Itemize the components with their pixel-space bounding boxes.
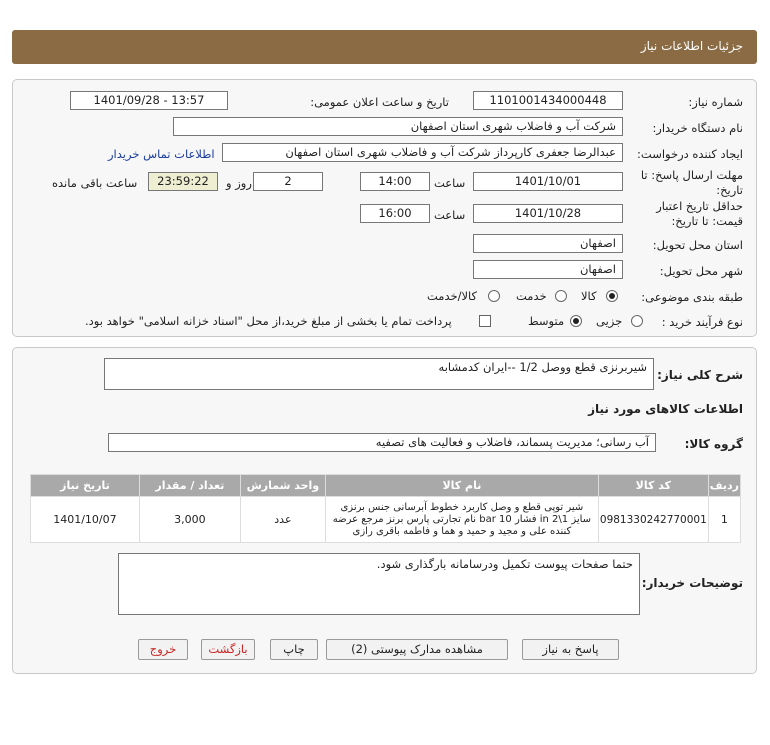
cell-unit: عدد <box>240 497 325 543</box>
process-option-minor: جزیی <box>596 314 623 328</box>
treasury-payment-checkbox[interactable] <box>479 315 491 327</box>
col-date: تاریخ نیاز <box>31 475 140 497</box>
col-unit: واحد شمارش <box>240 475 325 497</box>
table-row <box>31 497 741 543</box>
exit-button[interactable]: خروج <box>138 639 188 660</box>
deadline-time-label: ساعت <box>434 176 466 190</box>
back-button[interactable]: بازگشت <box>201 639 255 660</box>
deadline-date-field: 1401/10/01 <box>473 172 623 191</box>
process-option-medium: متوسط <box>528 314 565 328</box>
category-option-goods-service: کالا/خدمت <box>427 289 478 303</box>
category-radio-goods-service[interactable] <box>488 290 500 302</box>
category-radio-service[interactable] <box>555 290 567 302</box>
process-radio-medium[interactable] <box>570 315 582 327</box>
validity-time-label: ساعت <box>434 208 466 222</box>
city-label: شهر محل تحویل: <box>659 264 743 278</box>
city-field: اصفهان <box>473 260 623 279</box>
process-radio-minor[interactable] <box>631 315 643 327</box>
remaining-label: ساعت باقی مانده <box>52 176 138 190</box>
cell-qty: 3,000 <box>139 497 240 543</box>
page-header <box>12 30 757 64</box>
buyer-org-label: نام دستگاه خریدار: <box>652 121 743 135</box>
treasury-payment-note: پرداخت تمام یا بخشی از مبلغ خرید،از محل "اسناد خزانه اسلامی" خواهد بود. <box>85 314 452 328</box>
col-row: ردیف <box>708 475 740 497</box>
category-label: طبقه بندی موضوعی: <box>641 290 743 304</box>
remaining-time-field: 23:59:22 <box>148 172 218 191</box>
buyer-notes-field: حتما صفحات پیوست تکمیل ودرسامانه بارگذاری شود. <box>118 553 640 615</box>
col-qty: تعداد / مقدار <box>139 475 240 497</box>
announce-label: تاریخ و ساعت اعلان عمومی: <box>310 95 449 109</box>
province-field: اصفهان <box>473 234 623 253</box>
cell-row: 1 <box>708 497 740 543</box>
announce-field: 1401/09/28 - 13:57 <box>70 91 228 110</box>
need-number-field: 1101001434000448 <box>473 91 623 110</box>
print-button[interactable]: چاپ <box>270 639 318 660</box>
attachments-button[interactable]: مشاهده مدارک پیوستی (2) <box>326 639 508 660</box>
buyer-org-field: شرکت آب و فاضلاب شهری استان اصفهان <box>173 117 623 136</box>
validity-label: حداقل تاریخ اعتبار قیمت: تا تاریخ: <box>656 199 743 228</box>
cell-date: 1401/10/07 <box>31 497 140 543</box>
deadline-label: مهلت ارسال پاسخ: تا تاریخ: <box>640 168 743 197</box>
table-header-row <box>31 475 741 497</box>
contact-link[interactable]: اطلاعات تماس خریدار <box>108 147 215 161</box>
category-radio-goods[interactable] <box>606 290 618 302</box>
deadline-time-field: 14:00 <box>360 172 430 191</box>
buyer-notes-label: توضیحات خریدار: <box>641 576 743 590</box>
col-code: کد کالا <box>598 475 708 497</box>
validity-date-field: 1401/10/28 <box>473 204 623 223</box>
need-number-label: شماره نیاز: <box>688 95 743 109</box>
cell-name: شیر توپی قطع و وصل کاربرد خطوط آبرسانی جنس برنزی سایز 1\2 in فشار 10 bar نام تجارتی پارس برنز مرجع عرضه کننده علی و مجید و حمید و هما و فاطمه باقری رازی <box>325 497 598 543</box>
province-label: استان محل تحویل: <box>652 238 743 252</box>
page-title: جزئیات اطلاعات نیاز <box>640 39 743 53</box>
creator-field: عبدالرضا جعفری کارپرداز شرکت آب و فاضلاب شهری استان اصفهان <box>222 143 623 162</box>
goods-table <box>30 474 741 543</box>
summary-field: شیربرنزی قطع ووصل 1/2 --ایران کدمشابه <box>104 358 654 390</box>
days-field: 2 <box>253 172 323 191</box>
category-option-goods: کالا <box>581 289 597 303</box>
goods-info-title: اطلاعات کالاهای مورد نیاز <box>588 402 743 416</box>
creator-label: ایجاد کننده درخواست: <box>637 147 743 161</box>
cell-code: 0981330242770001 <box>598 497 708 543</box>
goods-group-label: گروه کالا: <box>684 437 743 451</box>
col-name: نام کالا <box>325 475 598 497</box>
summary-label: شرح کلی نیاز: <box>657 368 743 382</box>
goods-group-field: آب رسانی؛ مدیریت پسماند، فاضلاب و فعالیت های تصفیه <box>108 433 656 452</box>
days-label: روز و <box>226 176 252 190</box>
process-label: نوع فرآیند خرید : <box>661 315 743 329</box>
category-option-service: خدمت <box>516 289 547 303</box>
reply-button[interactable]: پاسخ به نیاز <box>522 639 619 660</box>
validity-time-field: 16:00 <box>360 204 430 223</box>
